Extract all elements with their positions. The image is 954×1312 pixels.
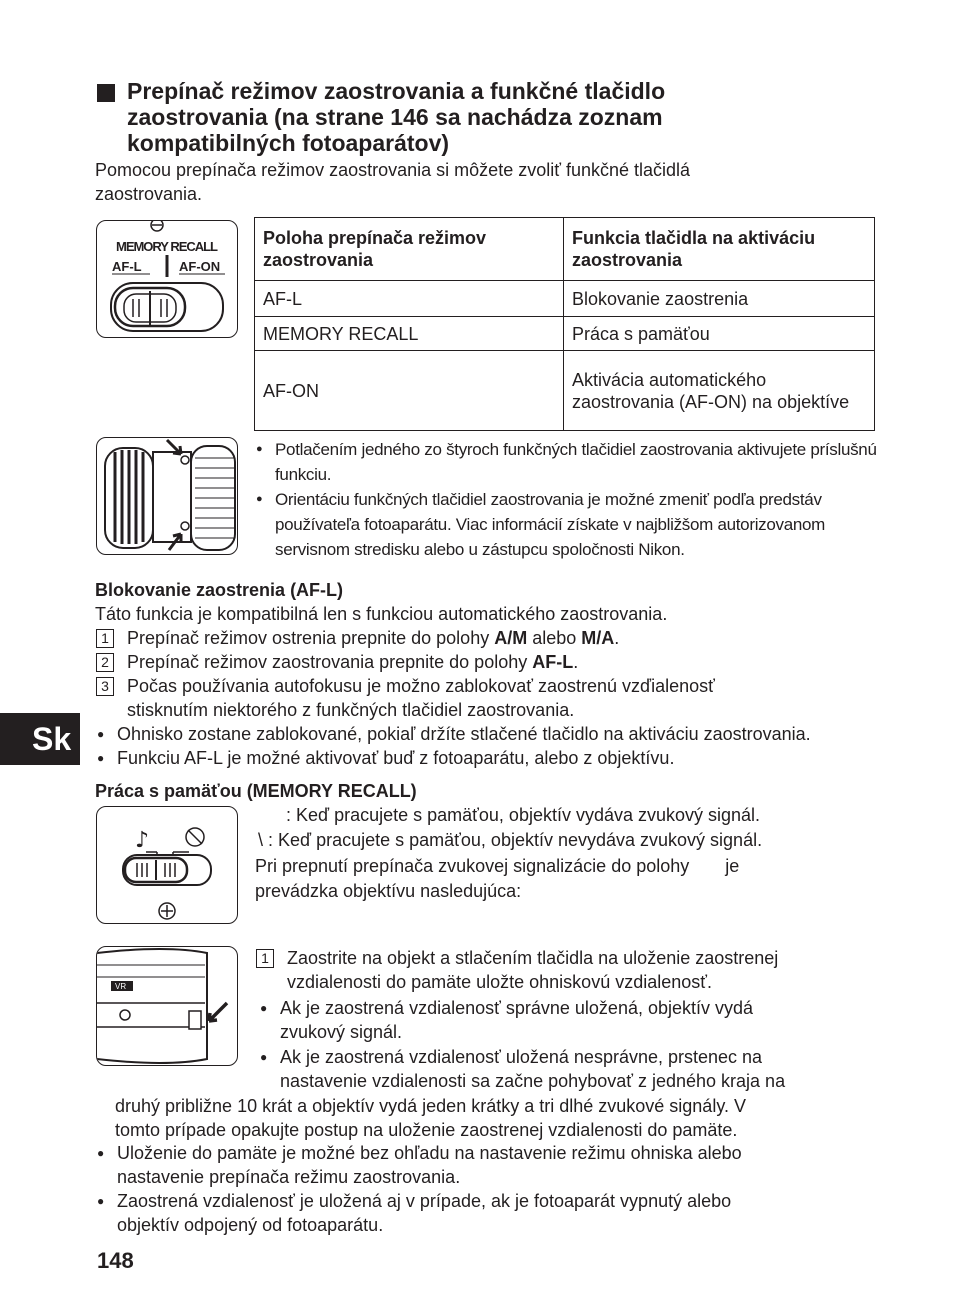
section-title: Prepínač režimov zaostrovania a funkčné tlačidlo zaostrovania (na strane 146 sa nachádza zoznam kompatibilných fotoaparátov) xyxy=(127,78,666,156)
focus-button-notes xyxy=(256,437,878,562)
afl-heading: Blokovanie zaostrenia (AF-L) xyxy=(95,580,344,600)
afl-intro: Táto funkcia je kompatibilná len s funkciou automatického zaostrovania. xyxy=(95,604,668,624)
memory-heading: Práca s pamäťou (MEMORY RECALL) xyxy=(95,781,417,801)
memory-beep-off: \ : Keď pracujete s pamäťou, objektív nevydáva zvukový signál. xyxy=(258,830,763,850)
memory-note-line-2: prevádzka objektívu nasledujúca: xyxy=(255,881,522,901)
page-number: 148 xyxy=(97,1248,134,1273)
table-row xyxy=(255,281,875,317)
table-header-cell: Poloha prepínača režimov zaostrovania xyxy=(255,218,564,281)
memory-sub-note-2-cont: druhý približne 10 krát a objektív vydá jeden krátky a tri dlhé zvukové signály. V tomto prípade opakujte postup na uloženie zaostrenej vzdialenosti do pamäte. xyxy=(115,1096,746,1140)
note-icon: ♪ xyxy=(135,828,150,853)
table-cell: AF-L xyxy=(255,281,564,317)
memory-set-button-illustration xyxy=(96,946,238,1066)
table-cell: Práca s pamäťou xyxy=(564,317,875,351)
table-cell: MEMORY RECALL xyxy=(255,317,564,351)
table-cell: Blokovanie zaostrenia xyxy=(564,281,875,317)
list-item: ● Orientáciu funkčných tlačidiel zaostrovania je možné zmeniť podľa predstáv používateľa fotoaparátu. Viac informácií získate v najbližšom autorizovanom servisnom stredisku alebo u zástupcu spoločnosti Nikon. xyxy=(256,487,878,562)
table-row xyxy=(255,317,875,351)
label-memory-recall: MEMORY RECALL xyxy=(116,239,218,254)
list-item: ● Potlačením jedného zo štyroch funkčných tlačidiel zaostrovania aktivujete príslušnú funkciu. xyxy=(256,437,878,487)
table-cell: AF-ON xyxy=(255,351,564,431)
section-intro: Pomocou prepínača režimov zaostrovania si môžete zvoliť funkčné tlačidlá zaostrovania. xyxy=(95,160,691,204)
section-square-icon xyxy=(97,84,115,102)
focus-mode-table xyxy=(254,217,875,431)
focus-mode-switch-illustration xyxy=(96,220,238,338)
memory-beep-on: : Keď pracujete s pamäťou, objektív vydáva zvukový signál. xyxy=(286,805,761,825)
vr-badge: VR xyxy=(115,982,127,991)
label-afon: AF-ON xyxy=(179,259,221,274)
label-afl: AF-L xyxy=(112,259,142,274)
table-cell: Aktivácia automatického zaostrovania (AF-ON) na objektíve xyxy=(564,351,875,431)
memory-note-line: Pri prepnutí prepínača zvukovej signalizácie do polohy je xyxy=(255,856,740,876)
table-row xyxy=(255,351,875,431)
table-header-cell: Funkcia tlačidla na aktiváciu zaostrovania xyxy=(564,218,875,281)
beep-switch-illustration xyxy=(96,806,238,924)
language-side-tab: Sk xyxy=(0,713,80,765)
lens-focus-buttons-illustration xyxy=(96,437,238,555)
table-header-row xyxy=(255,218,875,281)
